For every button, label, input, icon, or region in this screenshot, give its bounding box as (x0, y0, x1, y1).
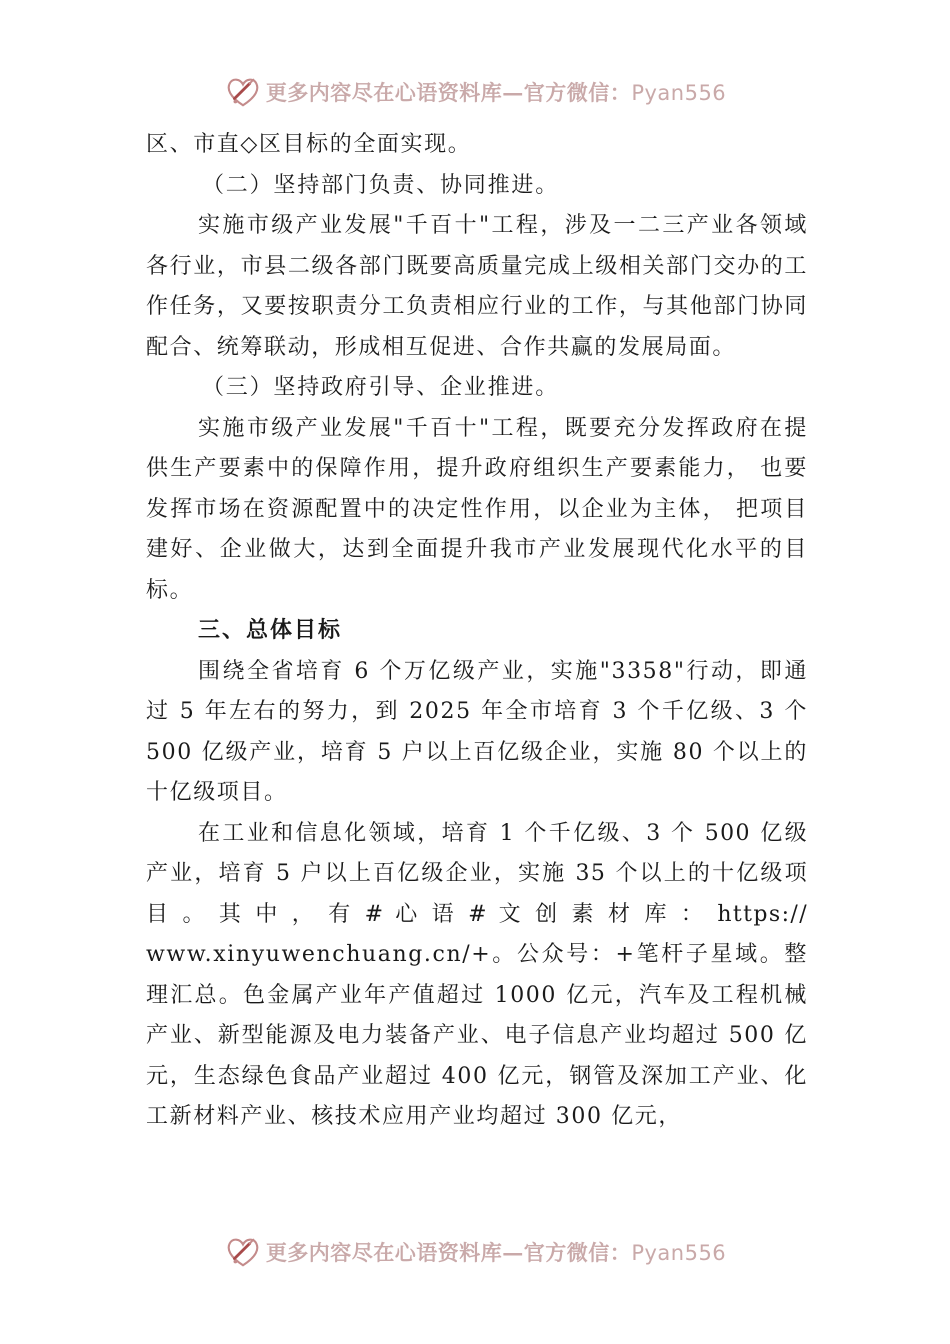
heart-pen-logo-icon (224, 1233, 262, 1271)
subheading-department-responsibility: （二）坚持部门负责、协同推进。 (202, 172, 560, 198)
watermark-text: 更多内容尽在心语资料库—官方微信：Pyan556 (265, 80, 727, 105)
subheading-government-guidance: （三）坚持政府引导、企业推进。 (202, 375, 560, 400)
paragraph-department-coordination: 实施市级产业发展"千百十"工程，涉及一二三产业各领域各行业，市县二级各部门既要高质量完成上级相关部门交办的工作任务，又要按职责分工负责相应行业的工作，与其他部门协同配合、统筹联动，形成相互促进、合作共赢的发展局面。 (146, 213, 808, 360)
watermark-text: 更多内容尽在心语资料库—官方微信：Pyan556 (265, 1240, 727, 1265)
watermark-footer (0, 1232, 950, 1272)
paragraph-3358-action: 围绕全省培育 6 个万亿级产业，实施"3358"行动，即通过 5 年左右的努力，到 2025 年全市培育 3 个千亿级、3 个 500 亿级产业，培育 5 户以上百亿级企业，实施 80 个以上的十亿级项目。 (146, 658, 808, 805)
document-body (146, 125, 808, 1138)
paragraph-continuation: 区、市直◇区目标的全面实现。 (146, 132, 472, 157)
watermark-header (0, 72, 950, 112)
paragraph-government-enterprise: 实施市级产业发展"千百十"工程，既要充分发挥政府在提供生产要素中的保障作用，提升政府组织生产要素能力， 也要发挥市场在资源配置中的决定性作用，以企业为主体， 把项目建好、企业做大，达到全面提升我市产业发展现代化水平的目标。 (146, 415, 808, 603)
paragraph-industry-it-field: 在工业和信息化领域，培育 1 个千亿级、3 个 500 亿级产业，培育 5 户以上百亿级企业，实施 35 个以上的十亿级项 目 。 其 中 ， 有 # 心 语 # 文 创 素 材 库 ： https:// (146, 820, 808, 927)
paragraph-industry-output: www.xinyuwenchuang.cn/+。公众号：+笔杆子星域。整理汇总。色金属产业年产值超过 1000 亿元，汽车及工程机械产业、新型能源及电力装备产业、电子信息产业均超过 500 亿元，生态绿色食品产业超过 400 亿元，钢管及深加工产业、化工新材料产业、核技术应用产业均超过 300 亿元， (146, 942, 808, 1129)
section-heading-overall-goals: 三、总体目标 (198, 618, 343, 643)
heart-pen-logo-icon (224, 73, 262, 111)
